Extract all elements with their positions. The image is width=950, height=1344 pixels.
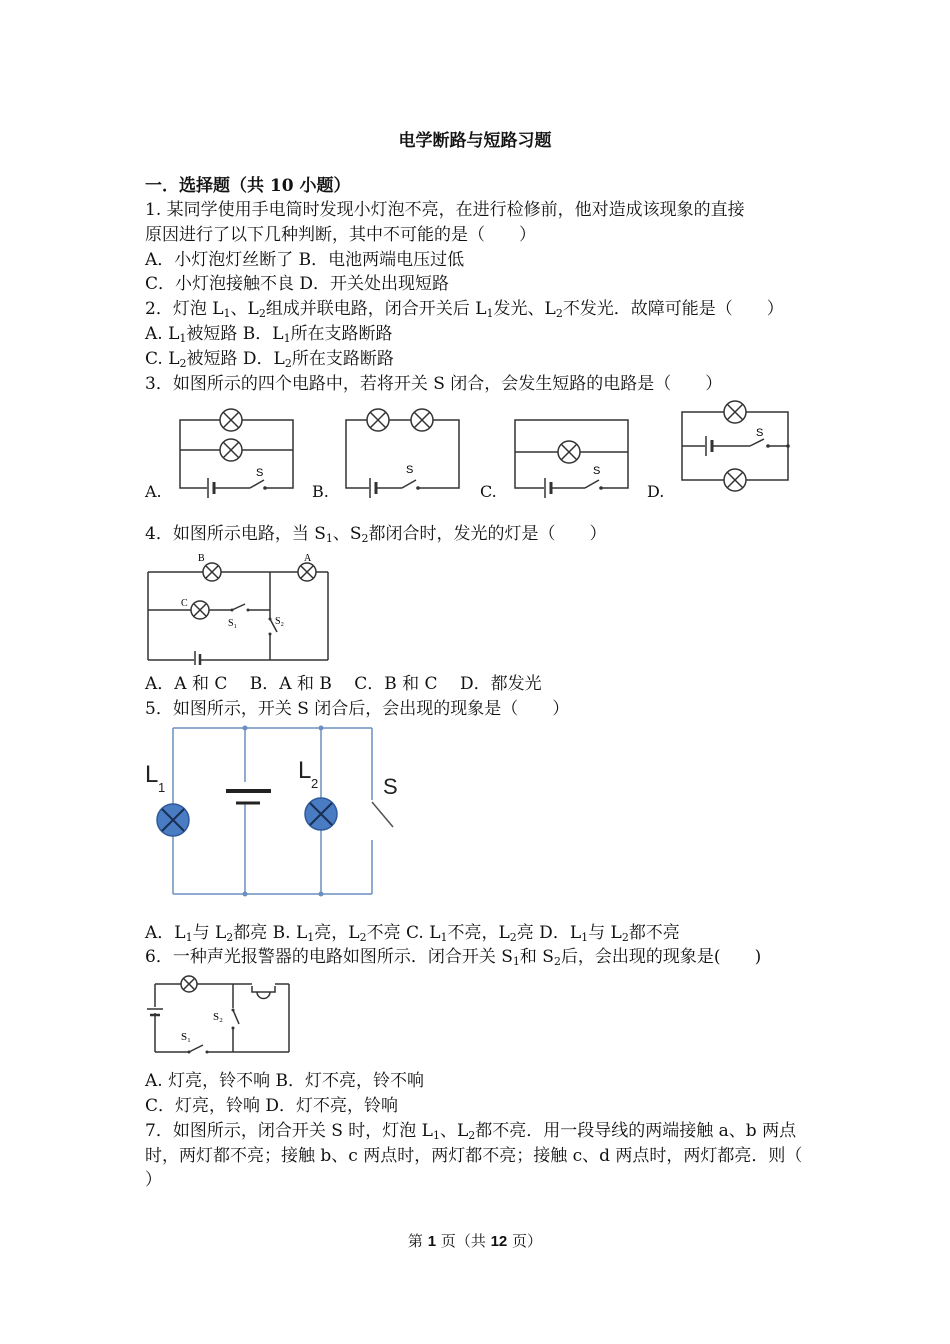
q3-label-c: C. (480, 482, 497, 501)
q2-stem: 2．灯泡 $L_1$、$L_2$组成并联电路，闭合开关后 $L_1$发光、$L_2$不发光．故障可能是（ ） (145, 299, 784, 320)
q3-label-a: A. (145, 482, 162, 501)
q3-circuit-b (336, 400, 471, 500)
q3-circuit-d (672, 394, 802, 494)
lamp-a-label: A (304, 553, 312, 564)
q7-stem-line2: 时，两灯都不亮；接触 b、c 两点时，两灯都不亮；接触 c、d 两点时，两灯都亮．则（ (145, 1146, 803, 1166)
q1-options-cd: C．小灯泡接触不良 D．开关处出现短路 (145, 274, 450, 294)
q3-circuit-c (505, 400, 640, 500)
lamp-l1-subscript: 1 (158, 780, 166, 795)
q2-options-cd: C. $L_2$被短路 D．$L_2$所在支路断路 (145, 349, 394, 370)
q6-circuit (145, 972, 295, 1062)
lamp-c-label: C (181, 598, 188, 609)
switch-s1-label: S₁ (228, 618, 238, 629)
q3-label-b: B. (312, 482, 329, 501)
q2-options-ab: A. $L_1$被短路 B．$L_1$所在支路断路 (145, 324, 393, 345)
q1-stem-line2: 原因进行了以下几种判断，其中不可能的是（ ） (145, 225, 536, 245)
q4-circuit (145, 550, 340, 665)
lamp-l1-label: L (145, 761, 159, 788)
q5-stem: 5．如图所示，开关 S 闭合后，会出现的现象是（ ） (145, 699, 570, 719)
lamp-l2-label: L (298, 757, 312, 784)
page-total: 12 (490, 1233, 508, 1250)
page-title: 电学断路与短路习题 (398, 131, 552, 151)
switch-s2-label: S₂ (213, 1011, 223, 1023)
q5-options: A．$L_1$与 $L_2$都亮 B. $L_1$亮，$L_2$不亮 C. $L_1$不亮，$L_2$亮 D．$L_1$与 $L_2$都不亮 (145, 923, 680, 944)
q3-stem: 3．如图所示的四个电路中，若将开关 S 闭合，会发生短路的电路是（ ） (145, 374, 723, 394)
q1-stem-line1: 1. 某同学使用手电筒时发现小灯泡不亮，在进行检修前，他对造成该现象的直接 (145, 200, 745, 220)
switch-label: S (406, 464, 414, 476)
lamp-l2-subscript: 2 (311, 776, 319, 791)
switch-label: S (593, 465, 601, 477)
switch-s2-label: S₂ (275, 616, 285, 627)
q6-options-ab: A. 灯亮，铃不响 B．灯不亮，铃不响 (145, 1071, 424, 1091)
q3-circuit-a (170, 400, 305, 500)
switch-label: S (256, 467, 264, 479)
q3-label-d: D. (647, 482, 665, 501)
q4-options: A．A 和 C B．A 和 B C．B 和 C D．都发光 (145, 674, 542, 694)
switch-s-label: S (383, 774, 398, 799)
q6-options-cd: C．灯亮，铃响 D．灯不亮，铃响 (145, 1096, 399, 1116)
q1-options-ab: A．小灯泡灯丝断了 B．电池两端电压过低 (145, 250, 465, 270)
q4-stem: 4．如图所示电路，当 $S_1$、$S_2$都闭合时，发光的灯是（ ） (145, 524, 607, 545)
q7-stem-line1: 7．如图所示，闭合开关 S 时，灯泡 $L_1$、$L_2$都不亮．用一段导线的两端接触 a、b 两点 (145, 1121, 797, 1142)
q5-circuit (140, 722, 410, 902)
q6-stem: 6．一种声光报警器的电路如图所示．闭合开关 $S_1$和 $S_2$后，会出现的现象是( ) (145, 947, 762, 968)
switch-s1-label: S₁ (181, 1031, 191, 1043)
page-number: 1 (427, 1233, 437, 1250)
page-footer: 第 1 页（共 12 页） (407, 1232, 543, 1250)
q7-stem-line3: ） (145, 1170, 162, 1190)
section-heading: 一．选择题（共 10 小题） (145, 176, 351, 196)
switch-label: S (756, 427, 764, 439)
lamp-b-label: B (198, 553, 205, 564)
